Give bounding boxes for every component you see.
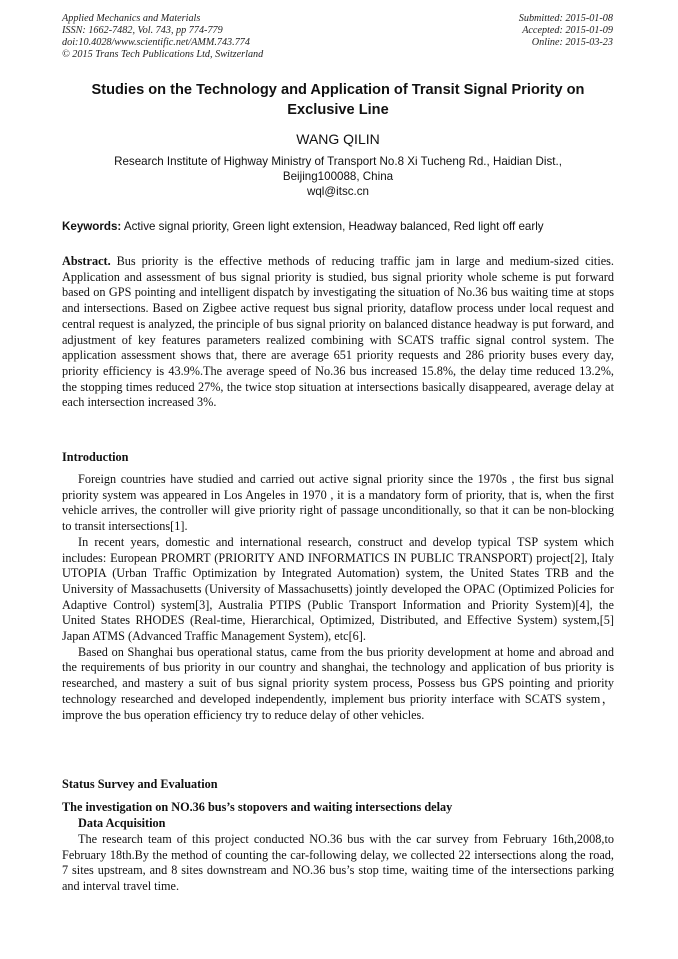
publication-dates — [519, 13, 613, 49]
online-date: Online: 2015-03-23 — [531, 37, 613, 48]
keywords-label: Keywords: — [62, 220, 122, 233]
affiliation-line-2: Beijing100088, China — [282, 170, 394, 183]
journal-info — [62, 13, 263, 61]
intro-paragraph-1: Foreign countries have studied and carried out active signal priority since the 1970s , the first bus signal priority system was appeared in Los Angeles in 1970 , it is a mandatory form of priority, that is, when the first vehicle arrives, the controller will give priority right of passage unconditionally, so that it can be non-blocking to transit intersections[1]. — [62, 472, 614, 534]
data-acquisition-heading: Data Acquisition — [78, 816, 166, 830]
journal-issn: ISSN: 1662-7482, Vol. 743, pp 774-779 — [62, 25, 223, 36]
abstract — [62, 254, 614, 411]
journal-name: Applied Mechanics and Materials — [62, 13, 201, 24]
intro-paragraph-3: Based on Shanghai bus operational status, came from the bus priority development at home and abroad and the requirements of bus priority in our country and shanghai, the technology and application of bus priority is researched, and mastery a suit of bus signal priority system process, Possess bus GPS pointing and priority technology researched and developed independently, implement bus priority interface with SCATS system，improve the bus operation efficiency try to reduce delay of other vehicles. — [62, 644, 614, 722]
affiliation — [62, 154, 614, 199]
status-heading: Status Survey and Evaluation — [62, 777, 218, 791]
journal-doi: doi:10.4028/www.scientific.net/AMM.743.774 — [62, 37, 250, 48]
status-paragraph: The research team of this project conducted NO.36 bus with the car survey from February 16th,2008,to February 18th.By the method of counting the car-following delay, we collected 22 intersections along the road, 7 sites upstream, and 8 sites downstream and NO.36 bus’s stop time, waiting time of the intersections parking and interval travel time. — [62, 832, 614, 894]
paper-title: Studies on the Technology and Application of Transit Signal Priority on Exclusive Line — [91, 82, 585, 118]
keywords — [62, 220, 614, 233]
introduction-heading: Introduction — [62, 450, 129, 464]
submitted-date: Submitted: 2015-01-08 — [518, 13, 613, 24]
abstract-text: Bus priority is the effective methods of reducing traffic jam in large and medium-sized cities. Application and assessment of bus signal priority is studied, bus signal priority whole scheme is put forward based on GPS pointing and intelligent dispatch by investigating the situation of No.36 bus waiting time at stops and intersections. Based on Zigbee active request bus signal priority, dataflow process under local request and central request is analyzed, the principle of bus signal priority on balanced distance headway is put forward, and adjustment of key features parameters realized combining with SCATS traffic signal control system. The application assessment shows that, there are average 651 priority requests and 286 priority buses every day, priority efficiency is 43.9%.The average speed of No.36 bus increased 15.8%, the delay time reduced 13.2%, the stopping times reduced 27%, the twice stop situation at intersections basically disappeared, average delay at each intersection increased 3%. — [62, 254, 614, 410]
status-subheading: The investigation on NO.36 bus’s stopovers and waiting intersections delay — [62, 800, 453, 814]
affiliation-line-1: Research Institute of Highway Ministry of Transport No.8 Xi Tucheng Rd., Haidian Dist., — [114, 155, 562, 168]
author-name: WANG QILIN — [296, 131, 380, 147]
keywords-text: Active signal priority, Green light extension, Headway balanced, Red light off early — [121, 220, 544, 233]
accepted-date: Accepted: 2015-01-09 — [522, 25, 613, 36]
introduction-body — [62, 472, 614, 723]
journal-copyright: © 2015 Trans Tech Publications Ltd, Switzerland — [62, 49, 264, 60]
abstract-label: Abstract. — [62, 254, 111, 268]
author-email: wql@itsc.cn — [306, 185, 370, 198]
status-body — [62, 832, 614, 895]
intro-paragraph-2: In recent years, domestic and international research, construct and develop typical TSP system which includes: European PROMRT (PRIORITY AND INFORMATICS IN PUBLIC TRANSPORT) project[2], Italy UTOPIA (Urban Traffic Optimization by Integrated Automation) system, the United States TRB and the University of Massachusetts (University of Massachusetts) jointly developed the OPAC (Optimized Policies for Adaptive Control) system[3], Australia PTIPS (Public Transport Information and Priority System)[4], the United States RHODES (Real-time, Hierarchical, Optimized, Distributed, and Effective System) system,[5] Japan ATMS (Advanced Traffic Management System), etc[6]. — [62, 534, 614, 644]
